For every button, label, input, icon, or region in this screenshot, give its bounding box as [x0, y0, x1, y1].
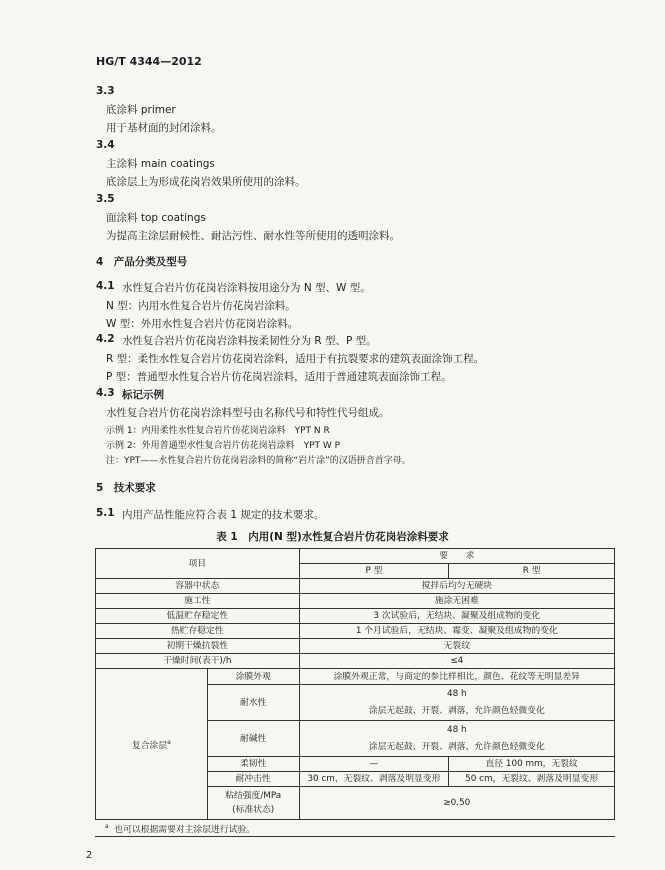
- row-item: 低温贮存稳定性: [96, 609, 300, 624]
- section-3-4-definition: 底涂层上为形成花岗岩效果所使用的涂料。: [106, 176, 306, 188]
- section-3-3-definition: 用于基材面的封闭涂料。: [106, 122, 222, 134]
- header-item: 项目: [96, 549, 300, 579]
- composite-coating-label: 复合涂层$^a$: [96, 669, 208, 820]
- section-4-1-number: 4.1: [96, 280, 115, 292]
- section-4-3-number: 4.3: [96, 387, 115, 399]
- section-3-5-number: 3.5: [96, 193, 115, 205]
- table-caption: 表 1 内用(N 型)水性复合岩片仿花岗岩涂料要求: [216, 531, 449, 543]
- section-3-3-number: 3.3: [96, 85, 115, 97]
- section-4-1-w-type: W 型：外用水性复合岩片仿花岗岩涂料。: [106, 318, 299, 330]
- row-item: 涂膜外观: [207, 669, 299, 685]
- page-number: 2: [86, 850, 93, 861]
- row-value: 无裂纹: [299, 639, 614, 654]
- document-header: HG/T 4344—2012: [96, 55, 202, 68]
- section-3-5-term: 面涂料 top coatings: [106, 212, 206, 224]
- marking-note: 注：YPT——水性复合岩片仿花岗岩涂料的简称“岩片涂”的汉语拼音首字母。: [106, 456, 411, 466]
- section-4-2-r-type: R 型：柔性水性复合岩片仿花岗岩涂料，适用于有抗裂要求的建筑表面涂饰工程。: [106, 353, 485, 365]
- section-4-1-text: 水性复合岩片仿花岗岩涂料按用途分为 N 型、W 型。: [122, 282, 371, 294]
- section-3-3-term: 底涂料 primer: [106, 104, 176, 116]
- row-value: 涂层无起鼓、开裂、剥落，允许颜色轻微变化: [299, 703, 614, 721]
- table-row: [96, 609, 615, 624]
- section-3-4-number: 3.4: [96, 139, 115, 151]
- row-item: 施工性: [96, 594, 300, 609]
- section-3-5-definition: 为提高主涂层耐候性、耐沾污性、耐水性等所使用的透明涂料。: [106, 230, 400, 242]
- row-item: 耐水性: [207, 685, 299, 721]
- row-value-r: 直径 100 mm，无裂纹: [449, 757, 615, 772]
- row-item: 柔韧性: [207, 757, 299, 772]
- row-value-p: —: [299, 757, 449, 772]
- row-item: 干燥时间(表干)/h: [96, 654, 300, 669]
- row-value-r: 50 cm，无裂纹、剥落及明显变形: [449, 772, 615, 787]
- row-value: 1 个月试验后，无结块、霉变、凝聚及组成物的变化: [299, 624, 614, 639]
- example-1: 示例 1：内用柔性水性复合岩片仿花岗岩涂料 YPT N R: [106, 426, 330, 436]
- row-value: 涂膜外观正常，与商定的参比样相比，颜色、花纹等无明显差异: [299, 669, 614, 685]
- row-value: 3 次试验后，无结块、凝聚及组成物的变化: [299, 609, 614, 624]
- table-header-row: [96, 549, 615, 564]
- row-item: 耐碱性: [207, 721, 299, 757]
- table-footnote: $^a$ 也可以根据需要对主涂层进行试验。: [105, 823, 256, 835]
- header-requirement: 要 求: [299, 549, 614, 564]
- table-bottom-border: [95, 836, 615, 837]
- section-5-title: 5 技术要求: [96, 482, 156, 494]
- row-value: ≤4: [299, 654, 614, 669]
- section-5-1-text: 内用产品性能应符合表 1 规定的技术要求。: [122, 509, 325, 521]
- table-row: [96, 624, 615, 639]
- row-item: 容器中状态: [96, 579, 300, 594]
- section-4-2-number: 4.2: [96, 333, 115, 345]
- row-value-p: 30 cm，无裂纹、剥落及明显变形: [299, 772, 449, 787]
- section-3-4-term: 主涂料 main coatings: [106, 158, 215, 170]
- table-row: [96, 579, 615, 594]
- row-item: 热贮存稳定性: [96, 624, 300, 639]
- section-4-title: 4 产品分类及型号: [96, 256, 188, 268]
- header-r-type: R 型: [449, 564, 615, 579]
- section-4-2-text: 水性复合岩片仿花岗岩涂料按柔韧性分为 R 型、P 型。: [122, 335, 377, 347]
- row-value: 施涂无困难: [299, 594, 614, 609]
- example-2: 示例 2：外用普通型水性复合岩片仿花岗岩涂料 YPT W P: [106, 441, 341, 451]
- section-5-1-number: 5.1: [96, 507, 115, 519]
- section-4-1-n-type: N 型：内用水性复合岩片仿花岗岩涂料。: [106, 300, 296, 312]
- row-item: 初期干燥抗裂性: [96, 639, 300, 654]
- table-row: [96, 654, 615, 669]
- row-value: 涂层无起鼓、开裂、剥落，允许颜色轻微变化: [299, 739, 614, 757]
- row-value: 48 h: [299, 721, 614, 739]
- section-4-3-title: 标记示例: [122, 389, 164, 401]
- row-value: 搅拌后均匀无硬块: [299, 579, 614, 594]
- table-row: [96, 669, 615, 685]
- section-4-3-text: 水性复合岩片仿花岗岩涂料型号由名称代号和特性代号组成。: [106, 407, 390, 419]
- header-p-type: P 型: [299, 564, 449, 579]
- row-value: 48 h: [299, 685, 614, 703]
- requirements-table: [95, 548, 615, 820]
- table-row: [96, 594, 615, 609]
- row-item: 耐冲击性: [207, 772, 299, 787]
- row-item: 粘结强度/MPa (标准状态): [207, 787, 299, 820]
- section-4-2-p-type: P 型：普通型水性复合岩片仿花岗岩涂料，适用于普通建筑表面涂饰工程。: [106, 371, 452, 383]
- table-row: [96, 639, 615, 654]
- row-value: ≥0.50: [299, 787, 614, 820]
